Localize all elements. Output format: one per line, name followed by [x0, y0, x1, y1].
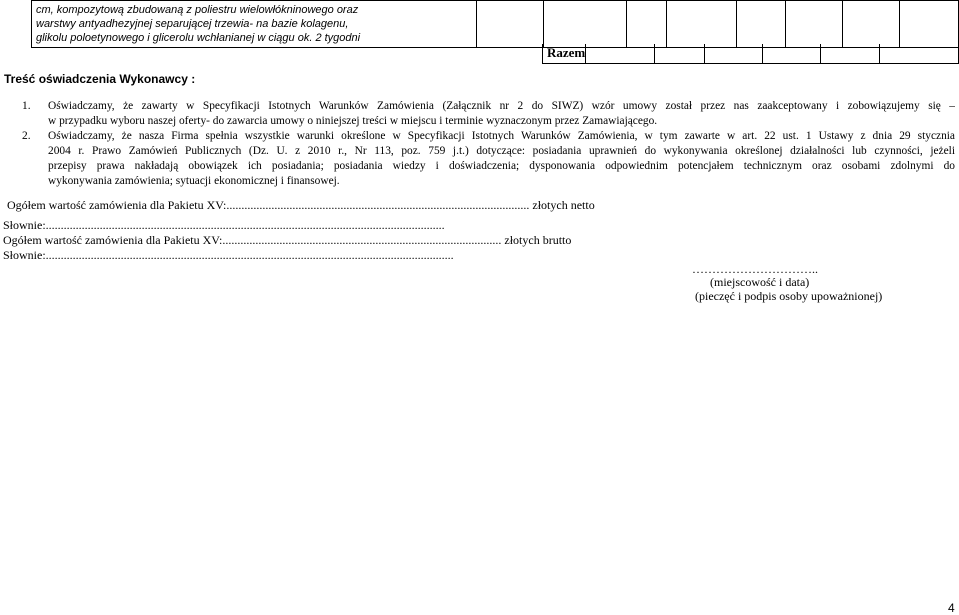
- cell-divider: [762, 44, 763, 63]
- page-number: 4: [948, 601, 955, 615]
- slownie-netto-line: Słownie:.....................................................................................................................................: [3, 218, 445, 232]
- table-cell: [736, 1, 785, 48]
- item1-line: w przypadku wyboru naszej oferty- do zawarcia umowy o niniejszej treści w miejscu i terminie wyznaczonym przez Zamawiającego.: [48, 115, 658, 127]
- table-cell: [544, 1, 627, 48]
- description-line: warstwy antyadhezyjnej separującej trzewia- na bazie kolagenu,: [36, 18, 349, 30]
- cell-divider: [820, 44, 821, 63]
- product-description-cell: [32, 1, 477, 48]
- item-number: 2.: [22, 130, 31, 142]
- declaration-heading: Treść oświadczenia Wykonawcy :: [4, 72, 196, 86]
- table-cell: [785, 1, 843, 48]
- item2-line: przepisy prawa nakładają obowiązek ich posiadania; posiadania wiedzy i doświadczenia; dysponowania odpowiednim potencjałem technicznym oraz osobami zdolnymi do: [48, 160, 955, 172]
- razem-label: Razem: [547, 45, 586, 60]
- description-line: cm, kompozytową zbudowaną z poliestru wielowłókninowego oraz: [36, 4, 359, 16]
- item-number: 1.: [22, 100, 31, 112]
- cell-divider: [879, 44, 880, 63]
- table-cell: [843, 1, 900, 48]
- item2-line: Oświadczamy, że nasza Firma spełnia wszystkie warunki określone w Specyfikacji Istotnych Warunków Zamówienia, w tym zawarte w art. 22 ust. 1 Ustawy z dnia 29 stycznia: [48, 130, 955, 142]
- table-cell: [667, 1, 736, 48]
- cell-divider: [704, 44, 705, 63]
- item1-line: Oświadczamy, że zawarty w Specyfikacji Istotnych Warunków Zamówienia (Załącznik nr 2 do SIWZ) wzór umowy został przez nas zaakceptowany i zobowiązujemy się –: [48, 100, 955, 112]
- total-netto-line: Ogółem wartość zamówienia dla Pakietu XV:..................................................................................................... złotych netto: [7, 198, 595, 212]
- cell-divider: [585, 44, 586, 63]
- total-brutto-line: Ogółem wartość zamówienia dla Pakietu XV:............................................................................................. złotych brutto: [3, 233, 572, 247]
- item2-line: 2004 r. Prawo Zamówień Publicznych (Dz. U. z 2010 r., Nr 113, poz. 759 j.t.) dotyczące: posiadania uprawnień do wykonywania określonej działalności lub czynności, jeżeli: [48, 145, 955, 157]
- table-cell: [900, 1, 959, 48]
- item2-line: wykonywania zamówienia; sytuacji ekonomicznej i finansowej.: [48, 175, 340, 187]
- place-date-label: (miejscowość i data): [710, 275, 810, 289]
- signature-label: (pieczęć i podpis osoby upoważnionej): [695, 289, 883, 303]
- slownie-brutto-line: Słownie:........................................................................................................................................: [3, 248, 454, 262]
- table-cell: [627, 1, 667, 48]
- signature-dots: …………………………..: [692, 262, 818, 276]
- product-table: [31, 0, 959, 48]
- table-cell: [476, 1, 544, 48]
- description-line: glikolu poloetynowego i glicerolu wchłanianej w ciągu ok. 2 tygodni: [36, 32, 361, 44]
- cell-divider: [654, 44, 655, 63]
- razem-row: [542, 44, 959, 64]
